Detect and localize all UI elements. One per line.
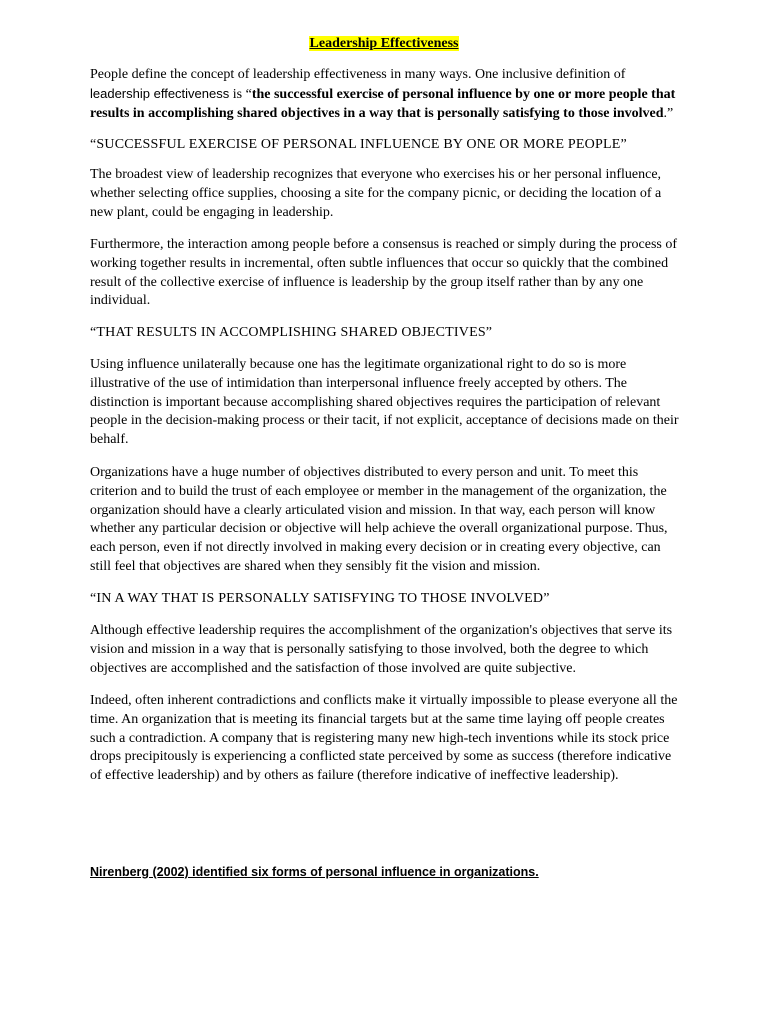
- document-title: [0, 35, 768, 53]
- intro-definition: the successful exercise of personal influence by one or more people that results in accomplishing shared objectives in a way that is personally satisfying to those involved: [90, 86, 676, 121]
- intro-lead: People define the concept of leadership effectiveness in many ways. One inclusive definition of: [90, 67, 626, 82]
- paragraph-2: Furthermore, the interaction among people before a consensus is reached or simply during the process of working together results in incremental, often subtle influences that occur so quickly that the combined result of the collective exercise of influence is leadership by the group itself rather than by any one individual.: [90, 237, 678, 309]
- intro-term: leadership effectiveness: [90, 85, 230, 101]
- paragraph-6: Indeed, often inherent contradictions and conflicts make it virtually impossible to please everyone all the time. An organization that is meeting its financial targets but at the same time laying off people creates such a contradiction. A company that is registering many new high-tech inventions while its stock price drops precipitously is experiencing a conflicted state perceived by some as success (therefore indicative of effective leadership) and by others as failure (therefore indicative of ineffective leadership).: [90, 693, 678, 784]
- paragraph-3: Using influence unilaterally because one has the legitimate organizational right to do so is more illustrative of the use of intimidation than interpersonal influence freely accepted by others. The distinction is important because accomplishing shared objectives requires the participation of relevant people in the decision-making process or their tacit, if not explicit, acceptance of decisions made on their behalf.: [90, 357, 679, 448]
- paragraph-1: The broadest view of leadership recognizes that everyone who exercises his or her personal influence, whether selecting office supplies, choosing a site for the company picnic, or deciding the location of a new plant, could be engaging in leadership.: [90, 167, 662, 220]
- footer-heading: Nirenberg (2002) identified six forms of personal influence in organizations.: [90, 865, 539, 879]
- intro-paragraph: [90, 66, 684, 123]
- section-heading-2: “THAT RESULTS IN ACCOMPLISHING SHARED OBJECTIVES”: [90, 325, 493, 340]
- paragraph-5: Although effective leadership requires the accomplishment of the organization's objectives that serve its vision and mission in a way that is personally satisfying to those involved, both the degree to which objectives are accomplished and the satisfaction of those involved are quite subjective.: [90, 623, 673, 676]
- document-title-text: Leadership Effectiveness: [309, 36, 459, 51]
- section-heading-1: “SUCCESSFUL EXERCISE OF PERSONAL INFLUENCE BY ONE OR MORE PEOPLE”: [90, 137, 627, 152]
- section-heading-3: “IN A WAY THAT IS PERSONALLY SATISFYING TO THOSE INVOLVED”: [90, 591, 550, 606]
- paragraph-4: Organizations have a huge number of objectives distributed to every person and unit. To meet this criterion and to build the trust of each employee or member in the management of the organization, the organization should have a clearly articulated vision and mission. In that way, each person will know whether any particular decision or objective will help achieve the overall organizational purpose. Thus, each person, even if not directly involved in making every decision or in creating every objective, can still feel that objectives are shared when they sensibly fit the vision and mission.: [90, 465, 668, 574]
- intro-connector: is “: [229, 86, 252, 102]
- intro-trailer: .”: [663, 105, 674, 121]
